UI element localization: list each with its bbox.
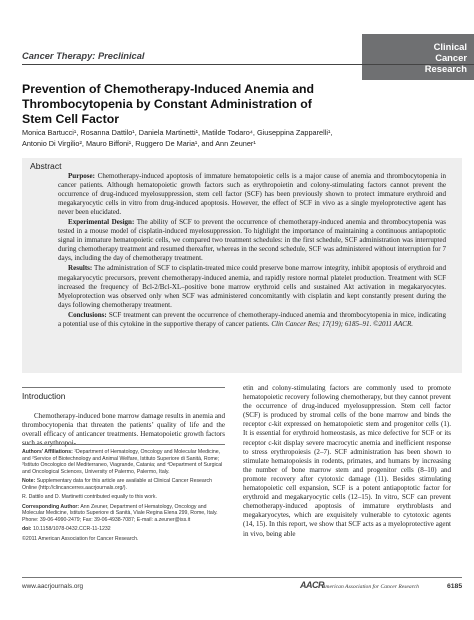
intro-paragraph-right: etin and colony-stimulating factors are commonly used to promote hematopoietic recovery following chemotherapy, but they cannot prevent the occurrence of drug-induced myelosuppression. Stem cell factor (SCF) is produced by stromal cells of the bone marrow and binds the receptor c-kit expressed on hematopoietic stem and progenitor cells (1). It is essential for erythroid homeostasis, as mice defective for SCF or its receptor c-kit display severe macrocytic anemia and inefficient response to stress erythropoiesis (2–7). SCF administration has been shown to stimulate hematopoiesis in rodents, primates, and humans by increasing the number of bone marrow stem and progenitor cells (8–10) and promote recovery after cytotoxic damage (11). Besides stimulating hematopoietic cell expansion, SCF is a potent antiapoptotic factor for erythroid and megakaryocytic cells (12–15). In vitro, SCF can prevent chemotherapy-induced apoptosis of immature erythroblasts and megakaryocytes, which are exquisitely vulnerable to cytotoxic agents (14, 15). In this report, we show that SCF acts as a myeloprotective agent in vivo, being able — [243, 384, 451, 538]
page-number: 6185 — [447, 583, 463, 590]
abstract-body — [58, 172, 446, 330]
authors-line2: Antonio Di Virgilio², Mauro Biffoni¹, Ruggero De Maria¹, and Ann Zeuner¹ — [22, 138, 256, 148]
abstract-heading: Abstract — [30, 161, 62, 171]
corresponding-author-note — [22, 504, 225, 524]
doi-text: 10.1158/1078-0432.CCR-11-1232 — [32, 526, 111, 532]
abstract-design — [58, 218, 446, 263]
abstract-results — [58, 264, 446, 309]
right-column — [243, 384, 451, 539]
copyright-note: ©2011 American Association for Cancer Research. — [22, 535, 139, 542]
article-title: Prevention of Chemotherapy-Induced Anemia and Thrombocytopenia by Constant Administration of Stem Cell Factor — [22, 82, 314, 126]
journal-name-line1: Clinical — [433, 41, 467, 52]
affiliations-label: Authors’ Affiliations: — [22, 449, 73, 455]
results-text: The administration of SCF to cisplatin-treated mice could preserve bone marrow integrity, inhibit apoptosis of erythroid and megakaryocytic precursors, prevent chemotherapy-induced anemia, and rapidly restore normal platelet production. Treatment with SCF increased the frequency of Bcl-2/Bcl-XL–positive bone marrow erythroid cells and sustained Akt activation in megakaryocytes. Myeloprotection was observed only when SCF was administered concomitantly with cisplatin and kept constantly present during the days following chemotherapy treatment. — [58, 264, 447, 309]
section-label: Cancer Therapy: Preclinical — [22, 51, 145, 61]
corresponding-text: Ann Zeuner, Department of Hematology, Oncology and Molecular Medicine, Istituto Superiore di Sanità, Viale Regina Elena 299, Rome, Italy. Phone: 39-06-4990-2479; Fax: 39-06-4938-7087; E-mail: a.zeuner@iss.it — [22, 503, 218, 523]
doi-label: doi: — [22, 526, 32, 532]
equal-contribution-note: R. Dattilo and D. Martinetti contributed equally to this work. — [22, 494, 157, 500]
design-label: Experimental Design: — [68, 218, 135, 227]
footnotes — [22, 444, 225, 545]
header-rule — [22, 64, 474, 65]
journal-url[interactable]: www.aacrjournals.org — [22, 583, 84, 590]
doi-note — [22, 526, 225, 533]
footer-rule — [22, 577, 462, 578]
intro-paragraph-left: Chemotherapy-induced bone marrow damage results in anemia and thrombocytopenia that threaten the patients’ quality of life and the overall efficacy of anticancer treatments. Hematopoietic growth factors such as erythropoi- — [22, 412, 225, 448]
supplementary-note — [22, 478, 225, 491]
affiliations-text: ¹Department of Hematology, Oncology and Molecular Medicine, and ²Service of Biotechnology and Animal Welfare, Istituto Superiore di Sanità, Rome; ³Istituto Oncologico del Mediterraneo, Viagrande, Catania; and ⁴Department of Surgical and Oncological Sciences, University of Palermo, Palermo, Italy. — [22, 449, 223, 475]
conclusion-text: SCF treatment can prevent the occurrence of chemotherapy-induced anemia and thrombocytopenia in mice, indicating a potential use of this cytokine in the supportive therapy of cancer patients. — [58, 310, 446, 328]
intro-heading: Introduction — [22, 391, 66, 401]
journal-name-line2: Cancer — [435, 52, 467, 63]
affiliations-note — [22, 449, 225, 475]
left-column — [22, 383, 225, 448]
journal-name-line3: Research — [424, 63, 467, 74]
journal-logo-box — [362, 34, 474, 80]
conclusion-label: Conclusions: — [68, 310, 107, 319]
abstract-purpose — [58, 172, 446, 217]
citation: Clin Cancer Res; 17(19); 6185–91. ©2011 AACR. — [271, 319, 414, 328]
abstract-conclusion — [58, 311, 446, 329]
corresponding-label: Corresponding Author: — [22, 503, 80, 510]
note-text: Supplementary data for this article are available at Clinical Cancer Research Online (http://clincancerres.aacrjournals.org/). — [22, 478, 213, 491]
purpose-label: Purpose: — [68, 172, 96, 180]
author-list — [22, 128, 452, 149]
results-label: Results: — [68, 264, 93, 273]
aacr-logo: AACR — [300, 580, 324, 590]
intro-rule — [22, 387, 225, 388]
authors-line1: Monica Bartucci¹, Rosanna Dattilo¹, Daniela Martinetti¹, Matilde Todaro⁴, Giuseppina Zapparelli¹, — [22, 128, 333, 137]
purpose-text: Chemotherapy-induced apoptosis of immature hematopoietic cells is a major cause of anemia and thrombocytopenia in cancer patients. Although hematopoietic growth factors such as erythropoietin and colony-stimulating factors cannot prevent the occurrence of drug-induced myelosuppression, stem cell factor (SCF) has been previously shown to protect immature erythroid and megakaryocytic cells in vitro from drug-induced apoptosis. However, the effect of SCF in vivo as a single myeloprotective agent has never been elucidated. — [58, 172, 446, 217]
design-text: The ability of SCF to prevent the occurrence of chemotherapy-induced anemia and thrombocytopenia was tested in a mouse model of cisplatin-induced myelosuppression. To highlight the importance of maintaining a continuous antiapoptotic signal in immature hematopoietic cells, we compared two treatment schedules: in the first schedule, SCF administration was interrupted during chemotherapy treatment and resumed thereafter, whereas in the second schedule, SCF was administered without interruption for 7 days, including the day of chemotherapy treatment. — [58, 218, 447, 263]
note-label: Note: — [22, 478, 36, 484]
aacr-organization-name: American Association for Cancer Research — [322, 584, 419, 590]
